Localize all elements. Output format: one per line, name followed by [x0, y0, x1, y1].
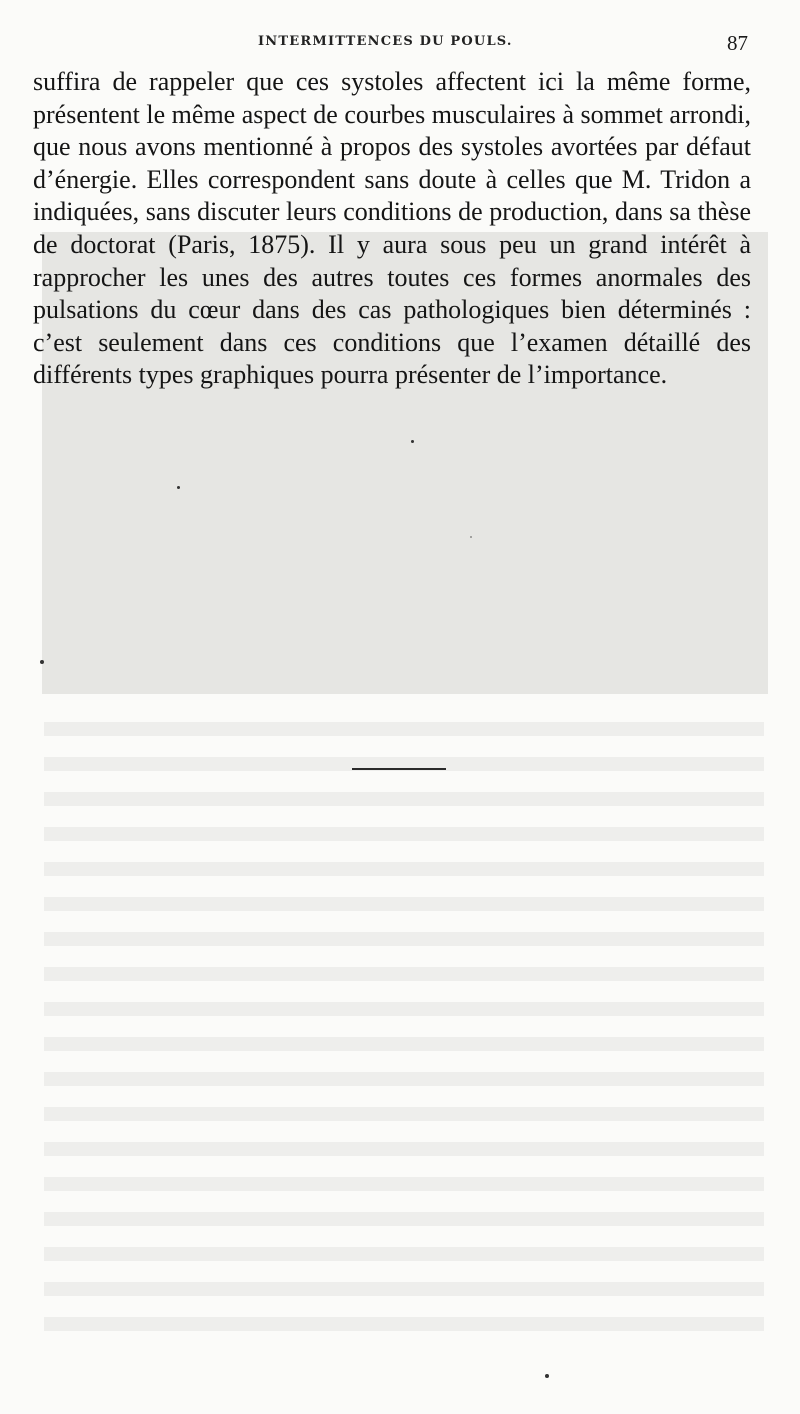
ink-speck — [411, 440, 414, 443]
ink-speck — [40, 660, 44, 664]
ink-speck — [470, 536, 472, 538]
ink-speck — [177, 486, 180, 489]
ink-speck — [545, 1374, 549, 1378]
body-paragraph: suffira de rappeler que ces systoles affectent ici la même forme, présentent le même aspect de courbes musculaires à sommet arrondi, que nous avons mentionné à propos des systoles avortées par défaut d’énergie. Elles correspondent sans doute à celles que M. Tridon a indiquées, sans discuter leurs conditions de production, dans sa thèse de doctorat (Paris, 1875). Il y aura sous peu un grand intérêt à rapprocher les unes des autres toutes ces formes anormales des pulsations du cœur dans des cas pathologiques bien déterminés : c’est seulement dans ces conditions que l’examen détaillé des différents types graphiques pourra présenter de l’importance. — [33, 67, 751, 390]
show-through-text — [44, 712, 764, 1352]
page-header — [0, 31, 800, 55]
page-number: 87 — [727, 31, 748, 55]
running-title: INTERMITTENCES DU POULS. — [258, 34, 513, 49]
section-rule — [352, 768, 446, 770]
